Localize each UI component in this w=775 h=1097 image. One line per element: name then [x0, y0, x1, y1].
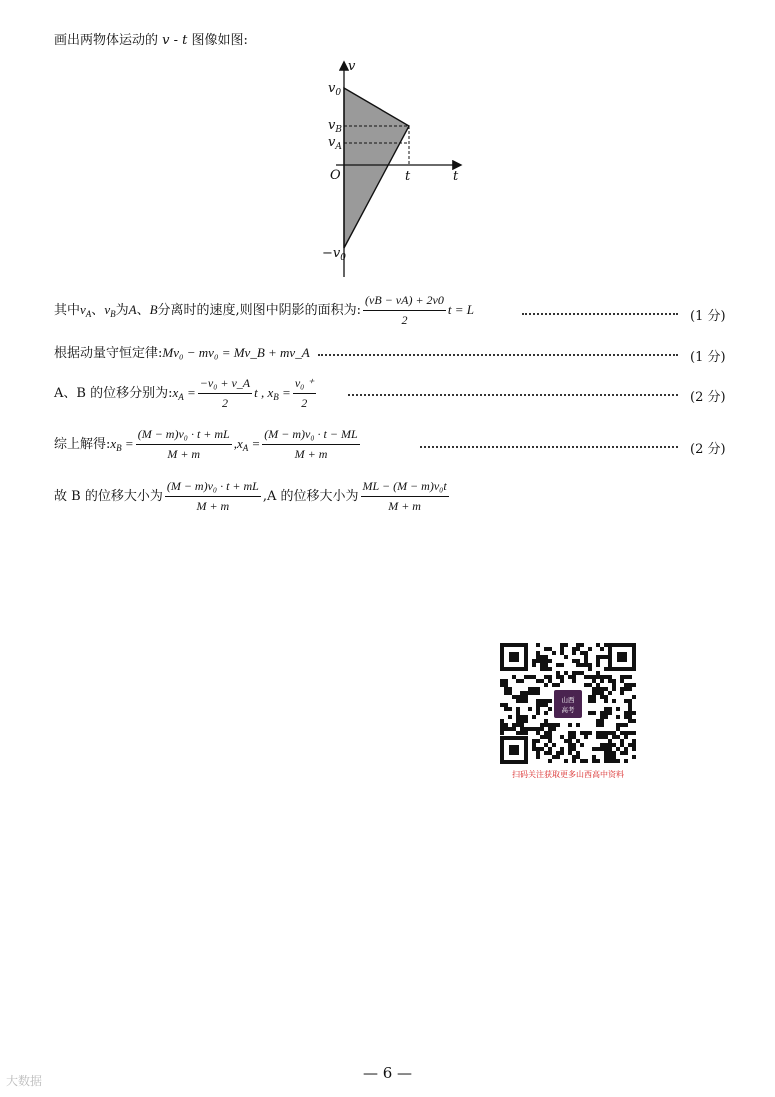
- line1-frac-den: 2: [401, 312, 408, 327]
- shaded-area: [344, 88, 409, 248]
- line5-frac2-den: M + m: [388, 498, 421, 513]
- line2-eq: Mv₀ − mv₀ = Mv_B + mv_A: [162, 345, 310, 360]
- line2-text: 根据动量守恒定律:: [54, 346, 163, 361]
- qr-center-line1: 山西: [561, 696, 575, 704]
- line3-frac2-den: 2: [301, 395, 308, 410]
- line3-frac1: [198, 376, 252, 411]
- intro-label: 画出两物体运动的: [54, 33, 159, 48]
- line3-score: (2 分): [690, 390, 726, 405]
- origin-label: O: [330, 168, 341, 183]
- t-tick-label: t: [405, 169, 411, 184]
- line4-frac2: [262, 427, 359, 462]
- vA-label: [328, 136, 342, 152]
- line4-frac2-num: (M − m)v₀ · t − ML: [262, 427, 359, 445]
- line4-score: (2 分): [690, 442, 726, 457]
- line1-dots: [522, 313, 678, 315]
- line1-vB: $v_B$: [104, 301, 116, 319]
- line1-vA: $v_A$: [80, 301, 92, 319]
- line3-dots: [348, 394, 678, 396]
- line1-B: B: [149, 302, 158, 317]
- line1-sep2: 、: [136, 302, 150, 318]
- line3-text: A、B 的位移分别为:: [54, 385, 173, 401]
- line4-frac1-num: (M − m)v₀ · t + mL: [136, 427, 232, 445]
- solution-line-4: [54, 426, 362, 462]
- line3-eq1-tail: t ,: [254, 385, 265, 400]
- qr-code-icon: [498, 641, 638, 766]
- v0-label: [328, 82, 341, 98]
- axis-v-label: v: [348, 59, 356, 74]
- watermark: 大数据: [6, 1074, 43, 1088]
- page-number: — 6 —: [362, 1064, 413, 1082]
- line1-A: A: [128, 302, 137, 317]
- line5-text-a: 故 B 的位移大小为: [54, 488, 163, 504]
- neg-v0-sub: 0: [340, 253, 346, 263]
- line5-frac1-den: M + m: [196, 498, 230, 513]
- line4-sep: ,: [233, 436, 237, 451]
- vA-text: v: [328, 135, 336, 150]
- vB-sub: B: [335, 125, 342, 135]
- intro-vt: v - t: [162, 33, 188, 48]
- line4-frac2-den: M + m: [294, 446, 328, 461]
- line4-frac1: [136, 427, 232, 462]
- line3-frac1-num: −v₀ + v_A: [198, 376, 252, 394]
- line5-text-b: ,A 的位移大小为: [262, 488, 359, 504]
- line1-score: (1 分): [690, 309, 726, 324]
- line1-fraction: [363, 293, 446, 328]
- neg-v0-text: −v: [322, 246, 341, 261]
- line3-frac2-num: v₀ ⁺: [293, 376, 316, 394]
- solution-line-5: [54, 478, 451, 514]
- line1-text-a: 其中: [54, 302, 81, 318]
- solution-line-2: [54, 346, 310, 360]
- solution-line-3: [54, 376, 318, 410]
- line4-dots: [420, 446, 678, 448]
- line3-frac2: [293, 376, 316, 411]
- line1-tail: t = L: [447, 302, 474, 317]
- v0-sub: 0: [335, 88, 342, 98]
- line5-frac1: [165, 479, 261, 514]
- line4-text: 综上解得:: [54, 436, 111, 452]
- vB-label: [328, 119, 342, 135]
- line5-frac1-num: (M − m)v₀ · t + mL: [165, 479, 261, 497]
- line2-dots: [318, 354, 678, 356]
- solution-line-1: [54, 292, 474, 328]
- line2-score: (1 分): [690, 350, 726, 365]
- line5-frac2: [361, 479, 449, 514]
- line4-xB: $x_B$ =: [110, 435, 134, 453]
- line3-xB: $x_B$ =: [267, 384, 291, 402]
- qr-code-block: [498, 641, 638, 780]
- v0-text: v: [328, 81, 336, 96]
- line1-sep: 、: [91, 302, 105, 318]
- line3-frac1-den: 2: [221, 395, 228, 410]
- intro-line: [54, 34, 248, 47]
- qr-center-line2: 高考: [561, 706, 575, 714]
- line4-frac1-den: M + m: [167, 446, 201, 461]
- line1-text-c: 分离时的速度,则图中阴影的面积为:: [157, 302, 362, 318]
- vB-text: v: [328, 118, 336, 133]
- line5-frac2-num: ML − (M − m)v₀t: [361, 479, 449, 497]
- line3-xA: $x_A$ =: [172, 384, 196, 402]
- qr-caption: 扫码关注获取更多山西高中资料: [512, 770, 624, 779]
- line4-xA: $x_A$ =: [236, 435, 261, 453]
- intro-tail: 图像如图:: [191, 33, 248, 48]
- line1-text-b: 为: [115, 302, 129, 318]
- neg-v0-label: [322, 247, 346, 263]
- axis-t-label: t: [453, 169, 459, 184]
- vA-sub: A: [335, 142, 342, 152]
- line1-frac-num: (vB − vA) + 2v0: [363, 293, 446, 311]
